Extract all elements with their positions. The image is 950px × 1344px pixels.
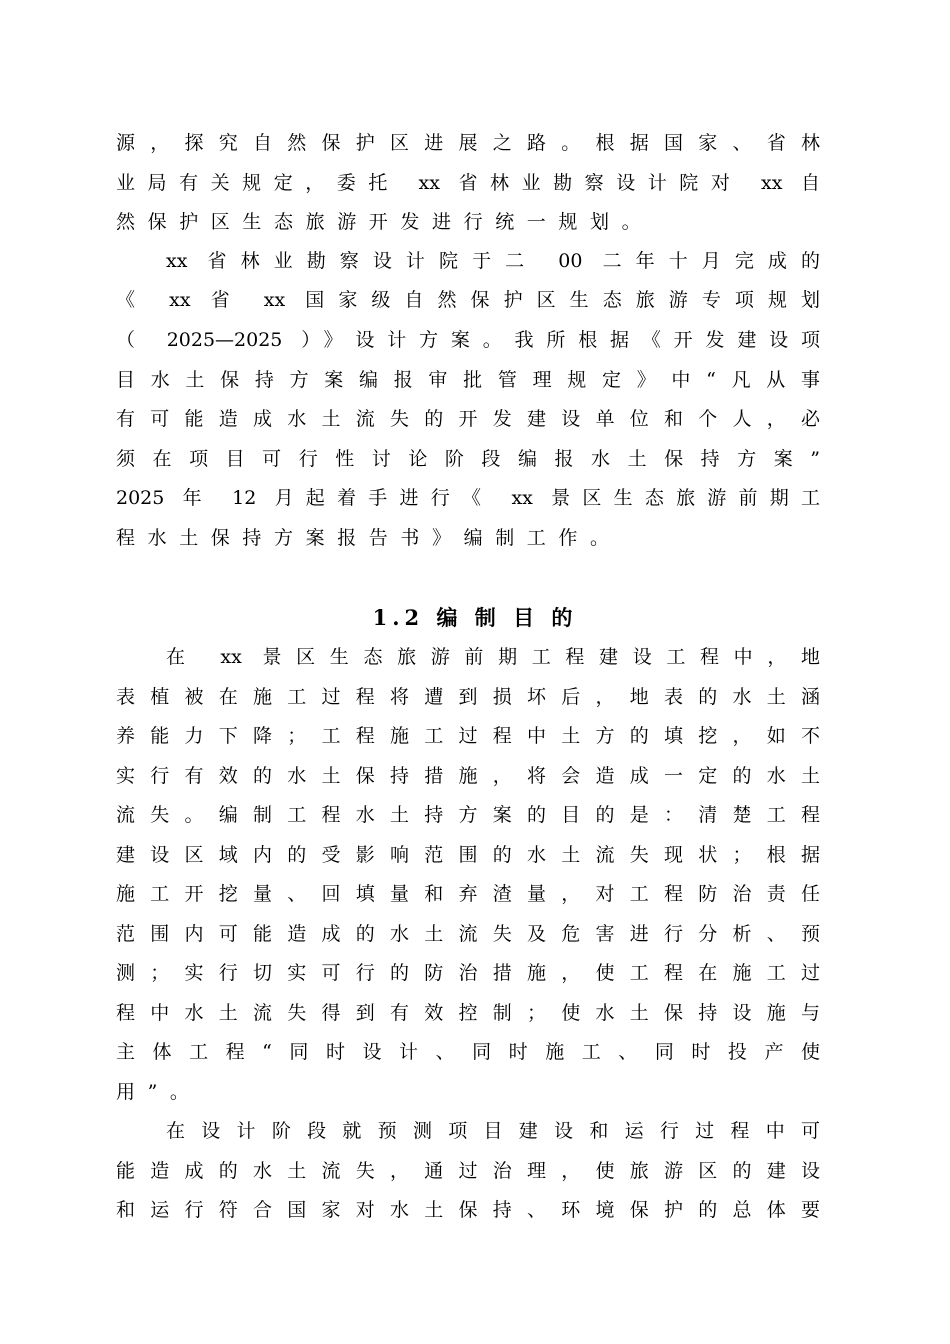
paragraph-1-line-2: 业局有关规定，委托 xx 省林业勘察设计院对 xx 自 — [116, 172, 820, 194]
paragraph-2-line-5: 有可能造成水土流失的开发建设单位和个人，必 — [116, 408, 820, 430]
paragraph-1-line-3: 然保护区生态旅游开发进行统一规划。 — [116, 211, 654, 233]
paragraph-3-line-9: 测；实行切实可行的防治措施，使工程在施工过 — [116, 962, 820, 984]
paragraph-3-line-4: 实行有效的水土保持措施，将会造成一定的水土 — [116, 765, 820, 787]
paragraph-2-line-3: （ 2025—2025 ）》设计方案。我所根据《开发建设项 — [116, 329, 820, 351]
paragraph-3-line-3: 养能力下降；工程施工过程中土方的填挖，如不 — [116, 725, 820, 747]
section-heading: 1.2 编 制 目 的 — [372, 605, 578, 630]
paragraph-4-line-2: 能造成的水土流失，通过治理，使旅游区的建设 — [116, 1160, 820, 1182]
paragraph-1-line-1: 源，探究自然保护区进展之路。根据国家、省林 — [116, 132, 820, 154]
paragraph-4-line-3: 和运行符合国家对水土保持、环境保护的总体要 — [116, 1199, 820, 1221]
paragraph-3-line-11: 主体工程“同时设计、同时施工、同时投产使 — [116, 1041, 820, 1063]
paragraph-4-line-1: 在设计阶段就预测项目建设和运行过程中可 — [166, 1120, 820, 1142]
paragraph-2-line-7: 2025 年 12 月起着手进行《 xx 景区生态旅游前期工 — [116, 487, 820, 509]
paragraph-3-line-10: 程中水土流失得到有效控制；使水土保持设施与 — [116, 1002, 820, 1024]
paragraph-2-line-1: xx 省林业勘察设计院于二 00 二年十月完成的 — [166, 250, 820, 272]
paragraph-3-line-7: 施工开挖量、回填量和弃渣量，对工程防治责任 — [116, 883, 820, 905]
paragraph-3-line-8: 范围内可能造成的水土流失及危害进行分析、预 — [116, 923, 820, 945]
paragraph-2-line-2: 《 xx 省 xx 国家级自然保护区生态旅游专项规划 — [116, 289, 820, 311]
paragraph-2-line-8: 程水土保持方案报告书》编制工作。 — [116, 527, 622, 549]
paragraph-3-line-1: 在 xx 景区生态旅游前期工程建设工程中，地 — [166, 646, 820, 668]
paragraph-3-line-12: 用”。 — [116, 1081, 202, 1103]
paragraph-3-line-6: 建设区域内的受影响范围的水土流失现状；根据 — [116, 844, 820, 866]
paragraph-2-line-6: 须在项目可行性讨论阶段编报水土保持方案” — [116, 448, 820, 470]
paragraph-3-line-5: 流失。编制工程水土持方案的目的是：清楚工程 — [116, 804, 820, 826]
paragraph-2-line-4: 目水土保持方案编报审批管理规定》中“凡从事 — [116, 369, 820, 391]
paragraph-3-line-2: 表植被在施工过程将遭到损坏后，地表的水土涵 — [116, 686, 820, 708]
